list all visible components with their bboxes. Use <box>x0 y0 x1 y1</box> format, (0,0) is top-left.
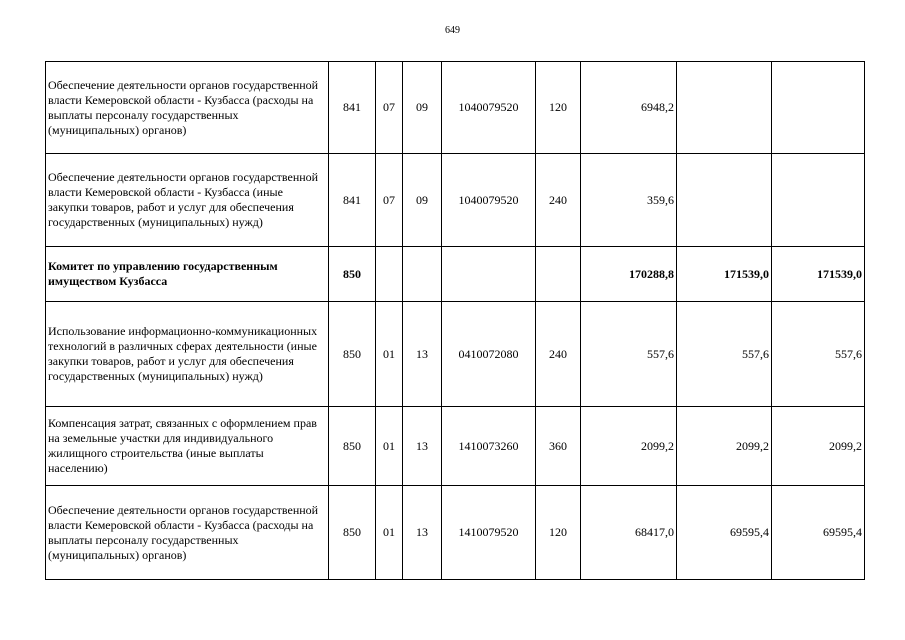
subsection-code: 09 <box>403 154 442 247</box>
target-article-code: 1410073260 <box>442 407 536 486</box>
subsection-code: 09 <box>403 62 442 154</box>
table-row <box>46 62 865 154</box>
amount-1: 2099,2 <box>581 407 677 486</box>
target-article-code <box>442 247 536 302</box>
section-code <box>376 247 403 302</box>
expense-type-code: 120 <box>536 486 581 580</box>
subsection-code: 13 <box>403 407 442 486</box>
amount-1: 557,6 <box>581 302 677 407</box>
expense-type-code: 240 <box>536 302 581 407</box>
amount-3: 171539,0 <box>772 247 865 302</box>
target-article-code: 1040079520 <box>442 154 536 247</box>
ministry-code: 841 <box>329 62 376 154</box>
row-name: Комитет по управлению государственным имуществом Кузбасса <box>46 247 329 302</box>
ministry-code: 841 <box>329 154 376 247</box>
amount-2 <box>677 62 772 154</box>
expense-type-code: 360 <box>536 407 581 486</box>
page-number: 649 <box>445 25 460 36</box>
table-row <box>46 154 865 247</box>
section-code: 07 <box>376 62 403 154</box>
target-article-code: 0410072080 <box>442 302 536 407</box>
amount-2: 171539,0 <box>677 247 772 302</box>
row-name: Обеспечение деятельности органов государственной власти Кемеровской области - Кузбасса (расходы на выплаты персоналу государственных (муниципальных) органов) <box>46 62 329 154</box>
expense-type-code: 240 <box>536 154 581 247</box>
ministry-code: 850 <box>329 302 376 407</box>
amount-1: 68417,0 <box>581 486 677 580</box>
amount-2: 557,6 <box>677 302 772 407</box>
table-row <box>46 302 865 407</box>
section-code: 01 <box>376 302 403 407</box>
section-code: 01 <box>376 407 403 486</box>
row-name: Обеспечение деятельности органов государственной власти Кемеровской области - Кузбасса (иные закупки товаров, работ и услуг для обеспечения государственных (муниципальных) нужд) <box>46 154 329 247</box>
amount-1: 170288,8 <box>581 247 677 302</box>
amount-3 <box>772 62 865 154</box>
table-row-committee <box>46 247 865 302</box>
ministry-code: 850 <box>329 486 376 580</box>
subsection-code <box>403 247 442 302</box>
amount-2: 2099,2 <box>677 407 772 486</box>
amount-3: 557,6 <box>772 302 865 407</box>
amount-3: 69595,4 <box>772 486 865 580</box>
table-row <box>46 407 865 486</box>
budget-table <box>45 61 865 580</box>
section-code: 07 <box>376 154 403 247</box>
table-row <box>46 486 865 580</box>
expense-type-code: 120 <box>536 62 581 154</box>
amount-3 <box>772 154 865 247</box>
target-article-code: 1040079520 <box>442 62 536 154</box>
row-name: Использование информационно-коммуникационных технологий в различных сферах деятельности (иные закупки товаров, работ и услуг для обеспечения государственных (муниципальных) нужд) <box>46 302 329 407</box>
subsection-code: 13 <box>403 302 442 407</box>
amount-1: 6948,2 <box>581 62 677 154</box>
amount-1: 359,6 <box>581 154 677 247</box>
row-name: Обеспечение деятельности органов государственной власти Кемеровской области - Кузбасса (расходы на выплаты персоналу государственных (муниципальных) органов) <box>46 486 329 580</box>
subsection-code: 13 <box>403 486 442 580</box>
row-name: Компенсация затрат, связанных с оформлением прав на земельные участки для индивидуального жилищного строительства (иные выплаты населению) <box>46 407 329 486</box>
expense-type-code <box>536 247 581 302</box>
ministry-code: 850 <box>329 247 376 302</box>
target-article-code: 1410079520 <box>442 486 536 580</box>
section-code: 01 <box>376 486 403 580</box>
amount-2: 69595,4 <box>677 486 772 580</box>
ministry-code: 850 <box>329 407 376 486</box>
amount-3: 2099,2 <box>772 407 865 486</box>
amount-2 <box>677 154 772 247</box>
